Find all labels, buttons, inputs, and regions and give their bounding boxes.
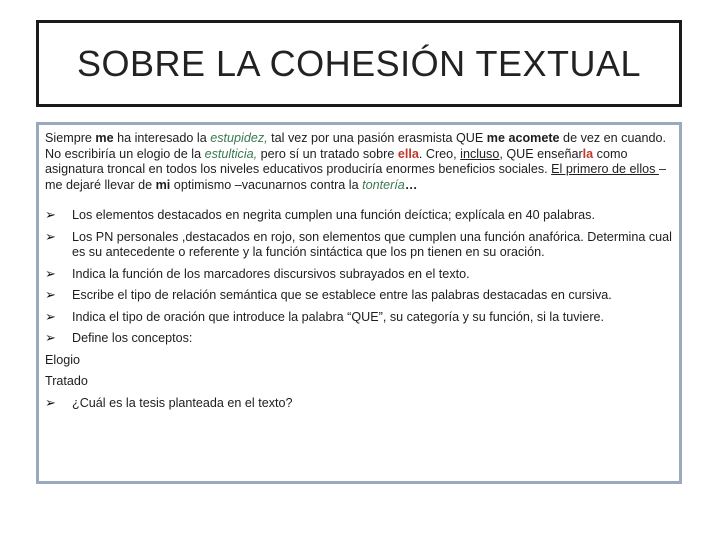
question-text: Indica el tipo de oración que introduce la palabra “QUE”, su categoría y su función, si la tuviere. [72,309,605,324]
question-text: Define los conceptos: [72,331,193,345]
arrow-bullet-icon: ➢ [45,395,56,411]
content-box [36,122,682,484]
question-text: Indica la función de los marcadores discursivos subrayados en el texto. [72,266,470,281]
arrow-bullet-icon: ➢ [45,288,56,303]
concept-item: Tratado [45,374,88,388]
question-text: Escribe el tipo de relación semántica que se establece entre las palabras destacadas en cursiva. [72,288,612,302]
question-item [45,310,673,326]
concept-item: Elogio [45,352,81,367]
text-segment: QUE enseñar [502,146,583,161]
text-segment: . Creo, [418,146,461,161]
deictic-word: me [486,131,505,145]
spacer [45,193,673,208]
text-segment: ha interesado la [113,131,211,145]
pronoun-word: ella [397,146,419,161]
final-question-list [45,396,673,412]
question-list [45,208,673,347]
deictic-word: me [95,131,114,145]
page-title: SOBRE LA COHESIÓN TEXTUAL [77,42,641,84]
text-segment: de vez en cuando. No escribiría un elogio de la [45,131,666,161]
text-segment: optimismo –vacunarnos contra la [170,177,363,192]
question-item [45,288,673,304]
arrow-bullet-icon: ➢ [45,208,56,223]
question-text: Los PN personales ,destacados en rojo, son elementos que cumplen una función anafórica. Determina cual es su antecedente o referente y la función sintáctica que los pn tienen en su oración. [72,229,672,259]
text-segment: como asignatura troncal en todos los niveles educativos produciría enormes beneficios sociales. [45,146,628,176]
italic-word: estulticia, [204,146,258,161]
question-item [45,230,673,261]
text-segment: –me dejaré llevar de [45,162,666,192]
italic-word: tontería [362,177,405,192]
question-item [45,396,673,412]
text-segment: tal vez por una pasión erasmista QUE [267,131,487,145]
text-paragraph [45,131,673,193]
title-box [36,20,682,107]
deictic-word: acomete [508,131,560,145]
text-segment: … [404,177,418,192]
arrow-bullet-icon: ➢ [45,331,56,346]
question-text: Los elementos destacados en negrita cumplen una función deíctica; explícala en 40 palabras. [72,208,595,222]
text-segment: Siempre [45,131,96,145]
pronoun-word: la [582,146,594,161]
question-item [45,267,673,283]
question-item [45,208,673,224]
text-segment: pero sí un tratado sobre [257,146,398,161]
discourse-marker: El primero de ellos [551,162,659,176]
arrow-bullet-icon: ➢ [45,309,56,325]
question-item [45,331,673,347]
deictic-word: mi [155,177,171,192]
italic-word: estupidez, [210,131,268,145]
question-text: ¿Cuál es la tesis planteada en el texto? [72,395,293,410]
arrow-bullet-icon: ➢ [45,266,56,282]
arrow-bullet-icon: ➢ [45,229,56,245]
discourse-marker: incluso, [460,146,503,161]
